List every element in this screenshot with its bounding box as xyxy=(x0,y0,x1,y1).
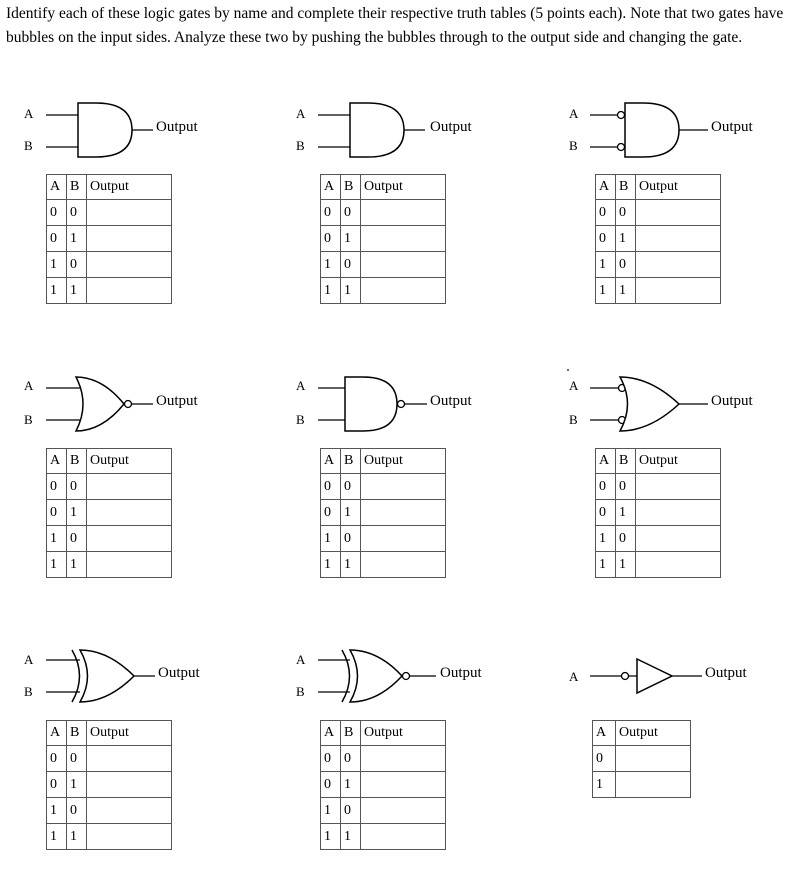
input-a-label: A xyxy=(24,378,34,393)
buffer-gate-body xyxy=(637,659,672,693)
output-cell[interactable] xyxy=(361,200,446,226)
output-cell[interactable] xyxy=(361,226,446,252)
output-cell[interactable] xyxy=(87,252,172,278)
output-cell[interactable] xyxy=(361,252,446,278)
output-cell[interactable] xyxy=(636,526,721,552)
table-row: 0 0 xyxy=(47,746,172,772)
output-cell[interactable] xyxy=(636,226,721,252)
input-a-label: A xyxy=(569,378,579,393)
table-header-b: B xyxy=(67,175,87,200)
table-header-b: B xyxy=(341,175,361,200)
table-row: 1 1 xyxy=(596,278,721,304)
table-row: 0 0 xyxy=(47,200,172,226)
table-row: 1 0 xyxy=(596,252,721,278)
table-row: 1 1 xyxy=(47,278,172,304)
table-row: 1 0 xyxy=(47,252,172,278)
output-cell[interactable] xyxy=(361,552,446,578)
truth-table xyxy=(46,174,172,304)
output-label: Output xyxy=(705,665,747,681)
input-a-label: A xyxy=(296,106,306,121)
input-a-label: A xyxy=(24,106,34,121)
output-cell[interactable] xyxy=(636,200,721,226)
output-cell[interactable] xyxy=(636,474,721,500)
table-row: 1 xyxy=(593,772,691,798)
table-header-output: Output xyxy=(87,175,172,200)
table-row: 1 0 xyxy=(47,798,172,824)
table-row: 1 1 xyxy=(596,552,721,578)
table-row: 1 0 xyxy=(596,526,721,552)
input-b-label: B xyxy=(569,412,578,427)
input-a-label: A xyxy=(569,669,579,684)
input-b-label: B xyxy=(296,138,305,153)
output-cell[interactable] xyxy=(616,772,691,798)
truth-table xyxy=(46,720,172,850)
table-header-b: B xyxy=(616,175,636,200)
input-a-label: A xyxy=(296,652,306,667)
table-row: 0 1 xyxy=(321,772,446,798)
table-header-output: Output xyxy=(361,175,446,200)
table-row: 1 0 xyxy=(321,798,446,824)
table-row: 1 1 xyxy=(321,552,446,578)
truth-table xyxy=(320,448,446,578)
input-b-label: B xyxy=(569,138,578,153)
output-cell[interactable] xyxy=(87,500,172,526)
table-row: 0 1 xyxy=(321,500,446,526)
table-header-b: B xyxy=(67,721,87,746)
table-row: 1 0 xyxy=(321,252,446,278)
table-row: 1 1 xyxy=(321,824,446,850)
output-cell[interactable] xyxy=(636,552,721,578)
table-row: 0 1 xyxy=(596,226,721,252)
table-header-a: A xyxy=(321,175,341,200)
truth-table xyxy=(46,448,172,578)
table-header-output: Output xyxy=(636,449,721,474)
table-header-a: A xyxy=(321,449,341,474)
table-row: 0 0 xyxy=(321,746,446,772)
table-header-b: B xyxy=(67,449,87,474)
table-row: 1 1 xyxy=(321,278,446,304)
truth-table xyxy=(595,174,721,304)
output-cell[interactable] xyxy=(87,798,172,824)
output-cell[interactable] xyxy=(361,824,446,850)
input-b-label: B xyxy=(24,412,33,427)
table-row: 1 1 xyxy=(47,824,172,850)
instructions-text: Identify each of these logic gates by name and complete their respective truth tables (5 points each). Note that two gates have bubbles on the input sides. Analyze these two by pushing the bubbles through to the output side and changing the gate. xyxy=(6,5,784,46)
output-cell[interactable] xyxy=(361,526,446,552)
output-cell[interactable] xyxy=(87,226,172,252)
table-row: 0 1 xyxy=(47,772,172,798)
input-a-label: A xyxy=(24,652,34,667)
input-b-label: B xyxy=(24,138,33,153)
output-cell[interactable] xyxy=(361,278,446,304)
output-label: Output xyxy=(430,393,472,409)
output-label: Output xyxy=(158,665,200,681)
output-label: Output xyxy=(156,393,198,409)
table-row: 0 0 xyxy=(596,474,721,500)
table-header-b: B xyxy=(341,449,361,474)
table-row: 0 1 xyxy=(596,500,721,526)
table-row: 0 xyxy=(593,746,691,772)
output-cell[interactable] xyxy=(87,746,172,772)
output-cell[interactable] xyxy=(636,278,721,304)
output-cell[interactable] xyxy=(87,772,172,798)
output-cell[interactable] xyxy=(87,200,172,226)
output-cell[interactable] xyxy=(361,474,446,500)
output-cell[interactable] xyxy=(616,746,691,772)
truth-table xyxy=(320,174,446,304)
table-row: 1 0 xyxy=(47,526,172,552)
table-row: 0 0 xyxy=(47,474,172,500)
table-row: 0 1 xyxy=(47,226,172,252)
table-row: 0 1 xyxy=(321,226,446,252)
table-header-a: A xyxy=(596,175,616,200)
output-label: Output xyxy=(430,119,472,135)
table-header-output: Output xyxy=(87,449,172,474)
output-cell[interactable] xyxy=(636,500,721,526)
truth-table-single-input xyxy=(592,720,691,798)
output-cell[interactable] xyxy=(361,798,446,824)
table-header-output: Output xyxy=(361,449,446,474)
table-header-a: A xyxy=(321,721,341,746)
table-header-b: B xyxy=(616,449,636,474)
output-label: Output xyxy=(440,665,482,681)
inversion-bubble-icon xyxy=(622,673,629,680)
output-label: Output xyxy=(711,393,753,409)
output-cell[interactable] xyxy=(87,474,172,500)
input-a-label: A xyxy=(569,106,579,121)
output-cell[interactable] xyxy=(636,252,721,278)
table-row: 0 0 xyxy=(321,474,446,500)
table-header-a: A xyxy=(47,175,67,200)
output-cell[interactable] xyxy=(361,500,446,526)
output-cell[interactable] xyxy=(361,746,446,772)
table-header-a: A xyxy=(47,721,67,746)
input-b-label: B xyxy=(296,412,305,427)
input-b-label: B xyxy=(296,684,305,699)
table-header-a: A xyxy=(47,449,67,474)
output-cell[interactable] xyxy=(87,552,172,578)
output-cell[interactable] xyxy=(87,526,172,552)
table-header-output: Output xyxy=(361,721,446,746)
input-a-label: A xyxy=(296,378,306,393)
table-header-output: Output xyxy=(87,721,172,746)
table-row: 0 0 xyxy=(596,200,721,226)
table-header-output: Output xyxy=(636,175,721,200)
output-cell[interactable] xyxy=(87,824,172,850)
output-cell[interactable] xyxy=(361,772,446,798)
truth-table xyxy=(320,720,446,850)
table-header-a: A xyxy=(596,449,616,474)
table-row: 0 1 xyxy=(47,500,172,526)
table-row: 1 1 xyxy=(47,552,172,578)
output-label: Output xyxy=(711,119,753,135)
table-row: 1 0 xyxy=(321,526,446,552)
truth-table xyxy=(595,448,721,578)
table-row: 0 0 xyxy=(321,200,446,226)
output-cell[interactable] xyxy=(87,278,172,304)
table-header-a: A xyxy=(593,721,616,746)
table-header-b: B xyxy=(341,721,361,746)
table-header-output: Output xyxy=(616,721,691,746)
output-label: Output xyxy=(156,119,198,135)
input-b-label: B xyxy=(24,684,33,699)
